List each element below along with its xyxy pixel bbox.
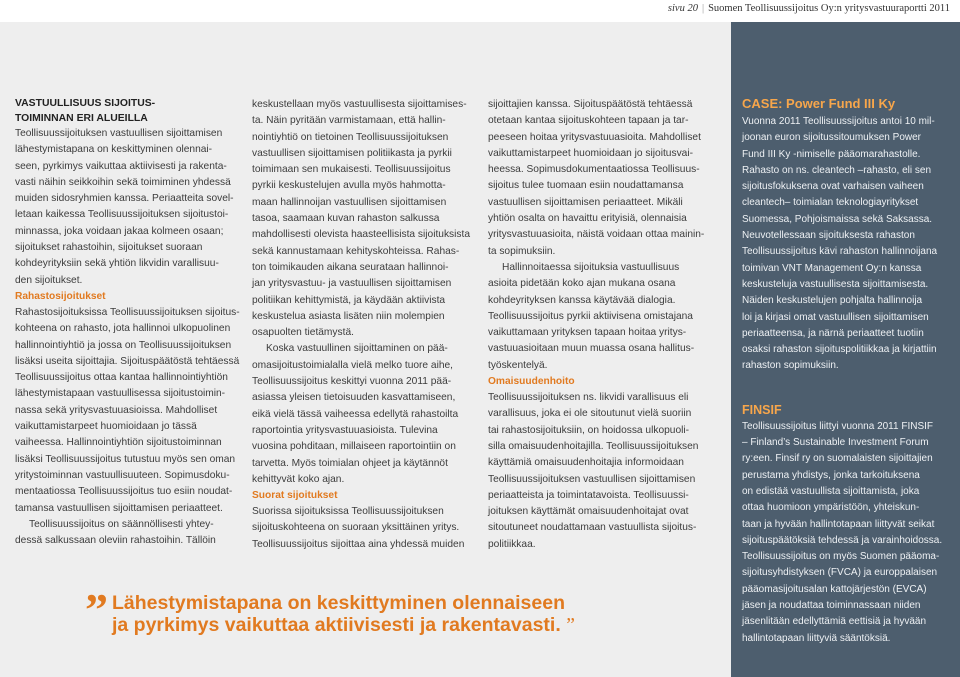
text-line: hallintotapaan liittyviä sääntöksiä. (742, 632, 891, 644)
text-line: muiden sidosryhmien kanssa. Periaatteita sovel- (15, 193, 234, 205)
text-line: dessä salkussaan oleviin rahastoihin. Tällöin (15, 535, 216, 547)
text-line: Teollisuussijoitus on säännöllisesti yhtey- (29, 518, 214, 530)
text-line: lähestymistapaan vastuullisessa sijoitustoimin- (15, 388, 226, 400)
text-line: kehittyvät koko ajan. (252, 473, 345, 485)
text-line: Suorissa sijoituksissa Teollisuussijoituksen (252, 506, 444, 518)
text-line: vastuuasioitaan muun muassa osana hallitus- (488, 343, 695, 355)
text-line: hallinnointiyhtiö ja jossa on Teollisuussijoituksen (15, 339, 232, 351)
text-line: perustama yhdistys, jonka tarkoituksena (742, 469, 920, 481)
text-line: seen, pyrkimys vaikuttaa aktiivisesti ja rakenta- (15, 160, 227, 172)
text-line: yhtiön osalta on havaittu erityisiä, olennaisia (488, 213, 687, 225)
text-line: Koska vastuullinen sijoittaminen on pää- (266, 343, 448, 355)
text-line: letaan kaikessa Teollisuussijoituksen sijoitustoi- (15, 209, 229, 221)
text-line: toimivan VNT Management Oy:n kanssa (742, 262, 922, 274)
text-line: eikä vielä tässä vaiheessa edellytä rahastoilta (252, 408, 459, 420)
text-line: tamansa vastuullisen sijoittamisen periaatteet. (15, 502, 223, 514)
text-line: Rahasto on ns. cleantech –rahasto, eli sen (742, 164, 932, 176)
text-line: käyttämiä omaisuudenhoitajia informoidaan (488, 457, 684, 469)
text-line: kohdeyrityksen kanssa käytävää dialogia. (488, 294, 676, 306)
text-line: sijoitukset rahastoihin, sijoitukset suoraan (15, 242, 203, 254)
direct-investments-paragraph (252, 504, 472, 553)
text-line: politiikan kehittymistä, ja käydään aktiivista (252, 294, 446, 306)
text-line: Teollisuussijoituksen vastuullisen sijoittamisen (488, 473, 696, 485)
text-line: Teollisuussijoitus pyrkii aktiivisena omistajana (488, 310, 693, 322)
awareness-paragraph (252, 341, 472, 488)
text-line: den sijoitukset. (15, 274, 83, 286)
text-line: periaatteista ja toimintatavoista. Teollisuussi- (488, 489, 689, 501)
text-line: sijoitusyhdistyksen (FVCA) ja europpalaisen (742, 567, 938, 579)
text-line: heessa. Sopimusdokumentaatiossa Teollisuus- (488, 164, 700, 176)
text-line: jäsenlitään edellyttämiä eettisiä ja hyvään (742, 616, 926, 628)
text-line: Teollisuussijoitus sijoittaa aina yhdessä muiden (252, 538, 465, 550)
text-line: sijoittajien kanssa. Sijoituspäätöstä tehtäessä (488, 99, 693, 110)
text-line: sijoitus tulee tuomaan esiin noudattamansa (488, 180, 684, 192)
text-line: vastuullisen sijoittamisen politiikasta ja pyrkii (252, 147, 452, 159)
running-header (668, 3, 950, 14)
column-3 (488, 97, 710, 553)
text-line: silla omaisuudenhoitajilla. Teollisuussijoituksen (488, 440, 699, 452)
text-line: vastuullisen sijoittamisen periaatteet. Mikäli (488, 196, 683, 208)
sidebar-content (742, 97, 954, 647)
text-line: Neuvotellessaan sijoituksesta rahaston (742, 230, 915, 242)
text-line: tai rahastosijoituksiin, on hoidossa ulkopuoli- (488, 424, 690, 436)
subheading-suorat-sijoitukset: Suorat sijoitukset (252, 490, 338, 502)
page-header (0, 0, 960, 22)
text-line: vasti näihin seikkoihin sekä toimiminen yhdessä (15, 176, 231, 188)
column-2 (252, 97, 472, 553)
text-line: vuosina pohditaan, millaiseen raportointiin on (252, 441, 456, 453)
quote-mark-icon: ” (85, 584, 108, 635)
text-line: ry:een. Finsif ry on suomalaisten sijoittajien (742, 453, 933, 465)
pull-quote-line-1: Lähestymistapana on keskittyminen olennaiseen (112, 592, 565, 614)
text-line: joituksen käyttämät omaisuudenhoitajat ovat (488, 506, 689, 518)
text-line: osapuolten tietämystä. (252, 327, 354, 339)
text-line: ta sopimuksiin. (488, 245, 556, 257)
text-line: Suomessa, Pohjoismaissa sekä Saksassa. (742, 213, 933, 225)
text-line: jan yritysvastuu- ja vastuullisen sijoittamisen (252, 278, 452, 290)
case-paragraph (742, 114, 954, 375)
text-line: ton toimikauden aikana seurataan hallinnoi- (252, 261, 449, 273)
text-line: otetaan kantaa sijoituskohteen tapaan ja tar- (488, 115, 689, 127)
text-line: mentaatiossa Teollisuussijoitus tuo esiin noudat- (15, 486, 233, 498)
text-line: Vuonna 2011 Teollisuussijoitus antoi 10 mil- (742, 116, 935, 127)
text-line: Näiden keskustelujen pohjalta hallinnoija (742, 295, 923, 307)
text-line: on edistää vastuullista sijoittamista, joka (742, 485, 920, 497)
text-line: kohdeyrityksiin sekä yhtiön likvidin varallisuu- (15, 258, 219, 270)
investor-paragraph (488, 97, 710, 260)
text-line: nassa sekä yritysvastuuasioissa. Mahdolliset (15, 404, 218, 416)
text-line: – Finland’s Sustainable Investment Forum (742, 437, 929, 449)
finsif-paragraph (742, 419, 954, 647)
column-1 (15, 97, 243, 549)
text-line: vaikuttamaan yrityksen tapaan hoitaa yritys- (488, 327, 687, 339)
text-line: Teollisuussijoitus ottaa kantaa hallinnointiyhtiön (15, 372, 228, 384)
text-line: keskusteluja vastuullisesta sijoittamisesta. (742, 278, 929, 290)
text-line: Teollisuussijoitus keskittyi vuonna 2011 pää- (252, 376, 452, 388)
text-line: nointiyhtiö on tietoinen Teollisuussijoituksen (252, 131, 449, 143)
closing-quote-icon: ” (566, 615, 575, 636)
text-line: keskustelua asiasta lisäten niin molempien (252, 310, 445, 322)
management-paragraph (488, 260, 710, 374)
section-heading-line-1: VASTUULLISUUS SIJOITUS- (15, 98, 156, 109)
text-line: Hallinnoitaessa sijoituksia vastuullisuus (502, 261, 680, 273)
text-line: sijoituspäätöksiä tehdessä ja varainhoidossa. (742, 534, 943, 546)
text-line: toimimaan sen mukaisesti. Teollisuussijoitus (252, 164, 451, 176)
text-line: osaksi rahaston sijoituspolitiikkaa ja kirjattiin (742, 344, 937, 356)
text-line: periaatteensa, ja närnä periaatteet tuotiin (742, 327, 924, 339)
case-heading: CASE: Power Fund III Ky (742, 96, 896, 111)
text-line: mahdollisesti olevista haasteellisista sijoituksista (252, 229, 470, 241)
text-line: Teollisuussijoituksen ns. likvidi varallisuus eli (488, 392, 689, 404)
section-heading-line-2: TOIMINNAN ERI ALUEILLA (15, 112, 148, 124)
text-line: ottaa huomioon ympäristöön, yhteiskun- (742, 502, 920, 514)
text-line: vaikuttamistarpeet huomioidaan jo sijoitusvai- (488, 147, 693, 159)
text-line: Rahastosijoituksissa Teollisuussijoituksen sijoitus- (15, 306, 240, 318)
text-line: työskentelyä. (488, 359, 548, 371)
text-line: tarvetta. Myös toimialan ohjeet ja käytännöt (252, 457, 448, 469)
report-title: Suomen Teollisuussijoitus Oy:n yritysvastuuraportti 2011 (708, 3, 950, 14)
text-line: politiikkaa. (488, 538, 536, 550)
text-line: pyrkii keskustelujen avulla myös hahmotta- (252, 180, 446, 192)
text-line: asiassa yleisen tietoisuuden kasvattamiseen, (252, 392, 456, 404)
text-line: Teollisuussijoitus kävi rahaston hallinnoijana (742, 246, 938, 258)
text-line: tasoa, saamaan kuvan rahaston salkussa (252, 213, 440, 225)
text-line: sitoutuneet noudattamaan vastuullista sijoitus- (488, 522, 697, 534)
subheading-rahastosijoitukset: Rahastosijoitukset (15, 290, 106, 302)
text-line: vaikuttamistarpeet huomioidaan jo tässä (15, 421, 197, 433)
text-line: maan hallinnoijan vastuullisen sijoittamisen (252, 196, 447, 208)
text-line: raportointia yritysvastuuasioista. Tulevina (252, 424, 438, 436)
text-line: sijoitusfokuksena ovat varhaisen vaiheen (742, 181, 924, 193)
text-line: sekä kannustamaan kehityskohteissa. Rahas- (252, 245, 460, 257)
text-line: taan ja hyvään hallintotapaan liittyvät seikat (742, 518, 935, 530)
subheading-omaisuudenhoito: Omaisuudenhoito (488, 376, 575, 388)
text-line: omasijoitustoimialalla vielä melko tuore aihe, (252, 359, 454, 371)
text-line: sijoituskohteena on suoraan yksittäinen yritys. (252, 522, 460, 534)
text-line: minnassa, joka voidaan jakaa kolmeen osaan; (15, 225, 224, 237)
header-separator: | (701, 3, 705, 14)
text-line: loi ja kirjasi omat vastuullisen sijoittamisen (742, 311, 929, 323)
text-line: lisäksi Teollisuussijoitus tutustuu myös sen oman (15, 453, 236, 465)
discussion-paragraph (252, 97, 472, 341)
pull-quote-line-2-text: ja pyrkimys vaikuttaa aktiivisesti ja rakentavasti. (112, 614, 561, 636)
fund-contact-paragraph (15, 517, 243, 550)
text-line: varallisuus, joka ei ole sitoutunut vielä suoriin (488, 408, 692, 420)
text-line: keskustellaan myös vastuullisesta sijoittamises- (252, 99, 467, 110)
pull-quote-line-2 (112, 614, 575, 637)
text-line: ta. Näin pyritään varmistamaan, että hallin- (252, 115, 446, 127)
text-line: lisäksi useita sijoittajia. Sijoituspäätöstä tehtäessä (15, 355, 240, 367)
text-line: peeseen hoitaa yritysvastuuasioita. Mahdolliset (488, 131, 701, 143)
text-line: kohteena on rahasto, jota hallinnoi ulkopuolinen (15, 323, 231, 335)
text-line: rahaston sopimuksiin. (742, 360, 839, 372)
text-line: lähestymistapana on keskittyminen olennai- (15, 144, 213, 156)
text-line: Teollisuussijoitus liittyi vuonna 2011 FINSIF (742, 420, 934, 432)
asset-management-paragraph (488, 390, 710, 553)
text-line: yritysvastuuasioita, näistä voidaan ottaa mainin- (488, 229, 705, 241)
text-line: cleantech– toimialan teknologiayritykset (742, 197, 919, 209)
text-line: vaiheessa. Hallinnointiyhtiön sijoitustoiminnan (15, 437, 222, 449)
text-line: Fund III Ky -nimiselle pääomarahastolle. (742, 148, 921, 160)
page-number: sivu 20 (667, 3, 698, 14)
text-line: Teollisuussijoituksen vastuullisen sijoittamisen (15, 128, 223, 139)
fund-investments-paragraph (15, 305, 243, 517)
text-line: asioita pidetään koko ajan mukana osana (488, 278, 676, 290)
text-line: jäsen ja noudattaa toiminnassaan niiden (742, 600, 921, 612)
finsif-heading: FINSIF (742, 402, 782, 417)
text-line: Teollisuussijoitus on myös Suomen pääoma- (742, 551, 940, 563)
text-line: yritystoiminnan vastuullisuuteen. Sopimusdoku- (15, 469, 230, 481)
text-line: pääomasijoitusalan kattojärjestön (EVCA) (742, 583, 927, 595)
text-line: joonan euron sijoitussitoumuksen Power (742, 132, 921, 144)
intro-paragraph (15, 126, 243, 289)
